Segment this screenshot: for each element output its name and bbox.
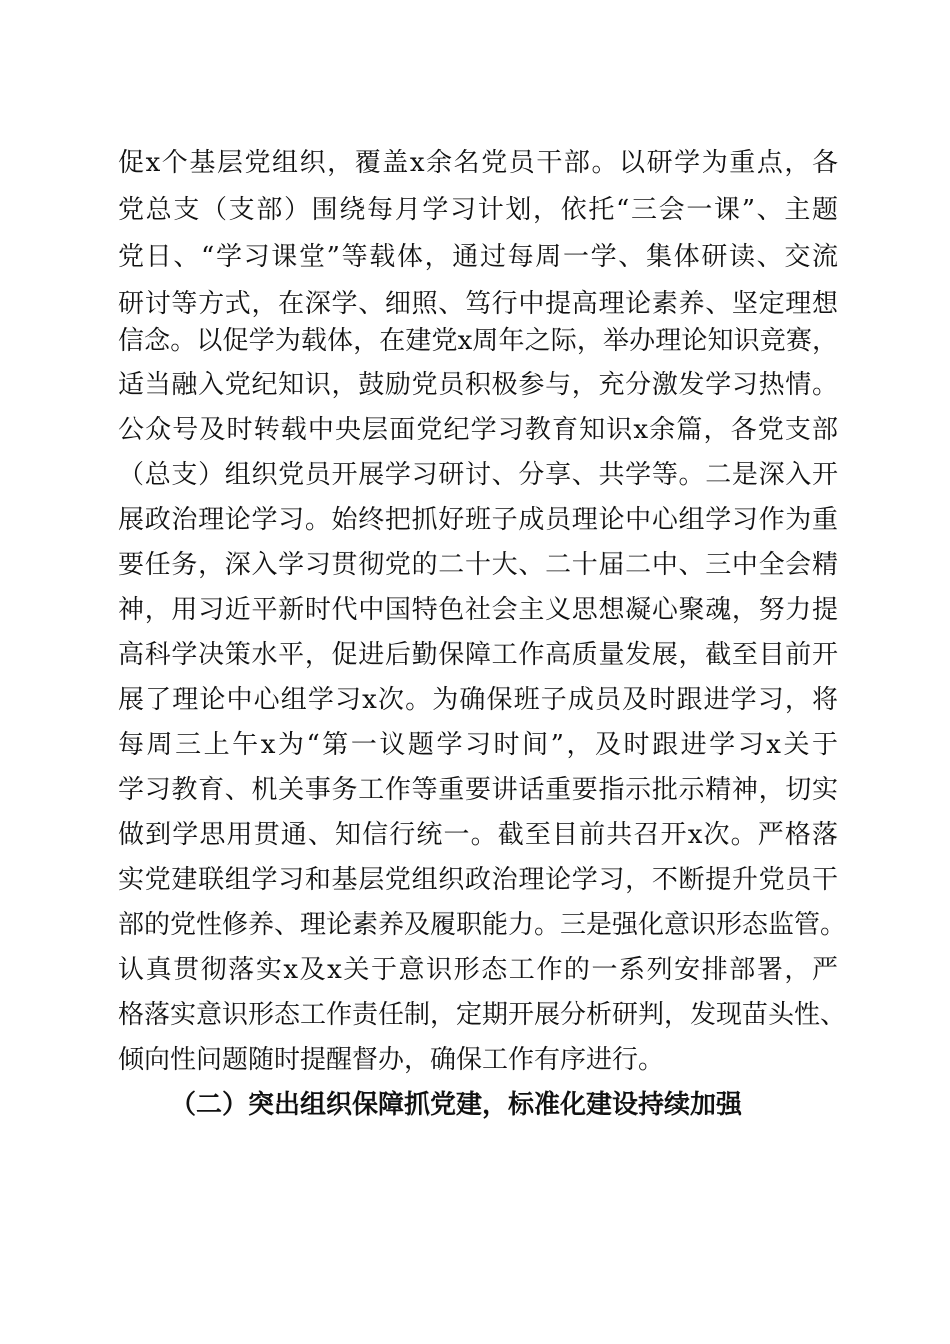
paragraph-line: 格落实意识形态工作责任制，定期开展分析研判，发现苗头性、 (118, 1000, 847, 1030)
paragraph-line: 促x个基层党组织，覆盖x余名党员干部。以研学为重点，各 (118, 148, 838, 178)
paragraph-line: 学习教育、机关事务工作等重要讲话重要指示批示精神，切实 (118, 775, 838, 805)
paragraph-line: （总支）组织党员开展学习研讨、分享、共学等。二是深入开 (118, 460, 838, 490)
section-heading: （二）突出组织保障抓党建，标准化建设持续加强 (170, 1090, 743, 1120)
paragraph-line: 研讨等方式，在深学、细照、笃行中提高理论素养、坚定理想 (118, 289, 838, 319)
paragraph-line: 部的党性修养、理论素养及履职能力。三是强化意识形态监管。 (118, 910, 847, 940)
paragraph-line: 每周三上午x为“第一议题学习时间”，及时跟进学习x关于 (118, 730, 838, 760)
paragraph-line: 做到学思用贯通、知信行统一。截至目前共召开x次。严格落 (118, 820, 838, 850)
paragraph-line: 适当融入党纪知识，鼓励党员积极参与，充分激发学习热情。 (118, 370, 838, 400)
paragraph-line: 倾向性问题随时提醒督办，确保工作有序进行。 (118, 1045, 665, 1075)
paragraph-line: 信念。以促学为载体，在建党x周年之际，举办理论知识竞赛， (118, 326, 838, 356)
paragraph-line: 要任务，深入学习贯彻党的二十大、二十届二中、三中全会精 (118, 550, 838, 580)
paragraph-line: 实党建联组学习和基层党组织政治理论学习，不断提升党员干 (118, 865, 838, 895)
paragraph-line: 展政治理论学习。始终把抓好班子成员理论中心组学习作为重 (118, 505, 838, 535)
paragraph-line: 高科学决策水平，促进后勤保障工作高质量发展，截至目前开 (118, 640, 838, 670)
paragraph-line: 党日、“学习课堂”等载体，通过每周一学、集体研读、交流 (118, 242, 838, 272)
paragraph-line: 展了理论中心组学习x次。为确保班子成员及时跟进学习，将 (118, 685, 838, 715)
paragraph-line: 认真贯彻落实x及x关于意识形态工作的一系列安排部署，严 (118, 955, 838, 985)
paragraph-line: 党总支（支部）围绕每月学习计划，依托“三会一课”、主题 (118, 195, 838, 225)
paragraph-line: 公众号及时转载中央层面党纪学习教育知识x余篇，各党支部 (118, 415, 838, 445)
paragraph-line: 神，用习近平新时代中国特色社会主义思想凝心聚魂，努力提 (118, 595, 838, 625)
